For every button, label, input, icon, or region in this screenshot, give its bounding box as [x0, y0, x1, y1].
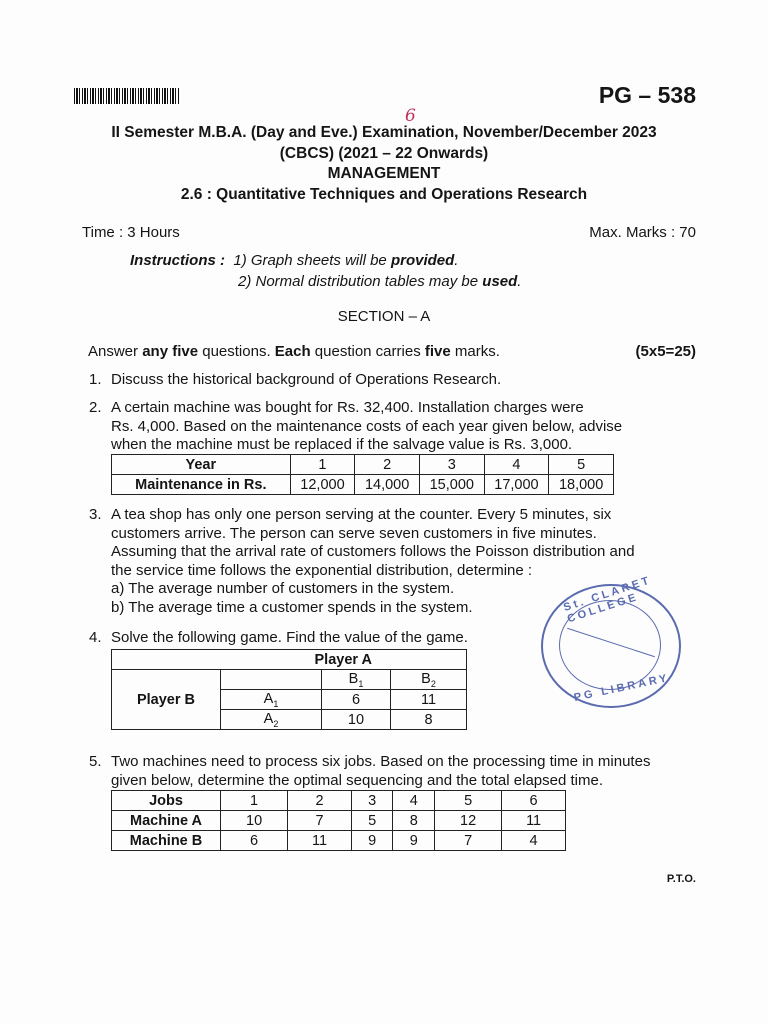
table-row [112, 475, 614, 495]
table-cell: 10 [221, 811, 288, 831]
table-row [112, 455, 614, 475]
question-line: Rs. 4,000. Based on the maintenance costs of each year given below, advise [111, 417, 623, 435]
exam-title-line4: 2.6 : Quantitative Techniques and Operations Research [180, 186, 588, 203]
table-cell: 5 [435, 791, 502, 811]
instruction-1-text: 1) Graph sheets will be [233, 252, 391, 269]
table-cell: 8 [393, 811, 435, 831]
strategy-a1: $A_1$ [221, 690, 322, 710]
question-text: Discuss the historical background of Operations Research. [111, 371, 502, 388]
table-cell: 14,000 [355, 475, 420, 495]
question-line: A certain machine was bought for Rs. 32,400. Installation charges were [111, 399, 584, 416]
question-line: A tea shop has only one person serving at the counter. Every 5 minutes, six [111, 506, 612, 523]
payoff-cell: 11 [391, 690, 467, 710]
question-number: 5. [89, 753, 102, 770]
table-row [112, 670, 467, 690]
player-b-label: Player B [112, 670, 221, 730]
table-cell: Jobs [112, 791, 221, 811]
exam-title-line2: (CBCS) (2021 – 22 Onwards) [279, 145, 489, 162]
table-cell: 9 [393, 831, 435, 851]
paper-code: PG – 538 [598, 82, 696, 108]
payoff-cell: 8 [391, 710, 467, 730]
question-number: 3. [89, 506, 102, 523]
max-marks: Max. Marks : 70 [589, 224, 696, 241]
player-a-label: Player A [221, 650, 467, 670]
table-cell: 3 [351, 791, 393, 811]
table-row [112, 650, 467, 670]
strategy-b2: $B_2$ [391, 670, 467, 690]
table-row [112, 791, 566, 811]
question-number: 2. [89, 399, 102, 416]
table-cell: 12,000 [290, 475, 355, 495]
question-line: Assuming that the arrival rate of customers follows the Poisson distribution and [111, 543, 635, 560]
table-cell: 18,000 [549, 475, 614, 495]
jobs-table [111, 790, 566, 851]
instruction-2-text: 2) Normal distribution tables may be [238, 273, 483, 290]
stamp-top-text: St. CLARET COLLEGE [562, 574, 654, 626]
table-cell: 1 [221, 791, 288, 811]
stamp-bottom-text: PG LIBRARY [572, 672, 671, 704]
instruction-1-end: . [454, 252, 459, 269]
question-part-b: b) The average time a customer spends in the system. [111, 598, 473, 616]
table-cell: 5 [549, 455, 614, 475]
table-cell: 7 [435, 831, 502, 851]
table-row [112, 811, 566, 831]
payoff-cell: 10 [322, 710, 391, 730]
table-cell: 11 [288, 831, 352, 851]
section-title: SECTION – A [337, 308, 431, 325]
table-cell: 17,000 [484, 475, 549, 495]
instruction-2-bold: used [482, 273, 518, 290]
strategy-a2: $A_2$ [221, 710, 322, 730]
question-number: 1. [89, 371, 102, 388]
question-number: 4. [89, 629, 102, 646]
table-cell: Year [112, 455, 291, 475]
question-part-a: a) The average number of customers in the system. [111, 580, 455, 597]
payoff-cell: 6 [322, 690, 391, 710]
instruction-1-bold: provided [390, 252, 455, 269]
table-cell: Maintenance in Rs. [112, 475, 291, 495]
question-5 [89, 753, 671, 790]
table-cell: 4 [393, 791, 435, 811]
table-cell: 6 [221, 831, 288, 851]
table-cell: 6 [502, 791, 566, 811]
table-cell: 15,000 [419, 475, 484, 495]
table-cell: Machine B [112, 831, 221, 851]
question-line: customers arrive. The person can serve seven customers in five minutes. [111, 524, 597, 542]
pto-label: P.T.O. [666, 873, 696, 885]
exam-meta [82, 224, 696, 241]
question-text: Solve the following game. Find the value of the game. [111, 629, 468, 646]
table-row [112, 831, 566, 851]
table-cell: 12 [435, 811, 502, 831]
table-cell: 1 [290, 455, 355, 475]
question-1 [89, 371, 671, 390]
table-cell: 11 [502, 811, 566, 831]
table-cell: 7 [288, 811, 352, 831]
exam-title-line1: II Semester M.B.A. (Day and Eve.) Examination, November/December 2023 [111, 124, 657, 141]
table-cell: 2 [355, 455, 420, 475]
table-cell: 4 [484, 455, 549, 475]
question-line: Two machines need to process six jobs. Based on the processing time in minutes [111, 753, 651, 770]
table-cell: Machine A [112, 811, 221, 831]
section-marks: (5x5=25) [635, 343, 696, 360]
question-line: given below, determine the optimal sequencing and the total elapsed time. [111, 771, 603, 789]
time-allowed: Time : 3 Hours [82, 224, 180, 241]
question-4 [89, 629, 531, 648]
section-instruction [88, 343, 696, 360]
strategy-b1: $B_1$ [322, 670, 391, 690]
table-cell: 2 [288, 791, 352, 811]
table-cell: 5 [351, 811, 393, 831]
question-line: when the machine must be replaced if the salvage value is Rs. 3,000. [111, 436, 573, 453]
instructions-label: Instructions : [130, 252, 226, 269]
instruction-2-end: . [517, 273, 522, 290]
instruction-2 [238, 273, 521, 290]
handwritten-mark: 6 [405, 106, 416, 126]
question-line: the service time follows the exponential distribution, determine : [111, 561, 533, 579]
game-payoff-table [111, 649, 467, 730]
exam-title-line3: MANAGEMENT [327, 165, 441, 182]
table-cell: 9 [351, 831, 393, 851]
maintenance-table [111, 454, 614, 495]
table-cell: 4 [502, 831, 566, 851]
table-cell: 3 [419, 455, 484, 475]
instruction-1 [130, 252, 458, 269]
barcode [74, 88, 180, 104]
question-2 [89, 399, 671, 455]
section-instruction-text: Answer any five questions. Each question carries five marks. [88, 343, 500, 360]
library-stamp [541, 574, 681, 708]
